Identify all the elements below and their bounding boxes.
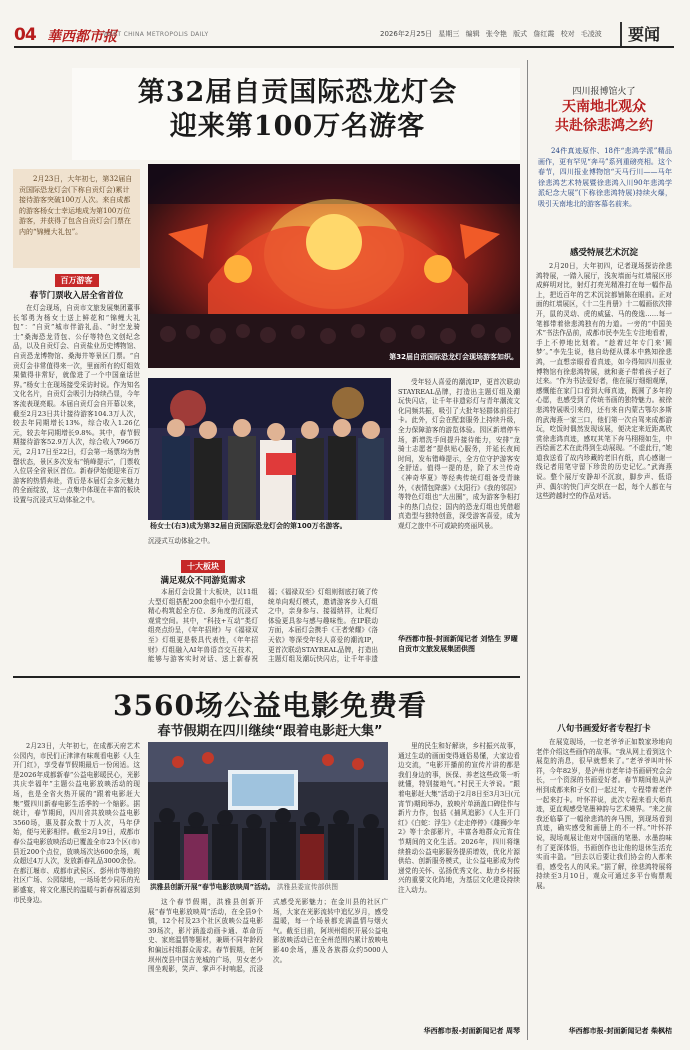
story1-headline-line2: 迎来第100万名游客 <box>169 111 426 142</box>
side-subhead-2: 八旬书画爱好者专程打卡 <box>557 724 651 734</box>
visitor-photo <box>148 378 391 520</box>
story1-byline: 华西都市报-封面新闻记者 刘恪生 罗曜 自贡市文旅发展集团供图 <box>398 635 518 653</box>
photo3-caption: 洪雅县创新开展“春节电影放映周”活动。 <box>150 883 275 891</box>
story1-lead: 2月23日，大年初七，第32届自贡国际恐龙灯会(下称自贡灯会)累计接待游客突破100万人次。来自成都的游客杨女士幸运地成为第100万位游客，并获得了包含自贡灯会门票在内的“锦鲤大礼包”。 <box>13 169 140 268</box>
side-body-1: 2月20日，大年初四，记者现场探访徐悲鸿特展，一踏入展厅，浅灰墙面与红墙展区形成鲜明对比，射灯打亮光精准打在每一幅作品上，把近百年的艺术沉淀都铺陈在眼前。正对面的红墙展区，《十二生肖册》十二幅画依次排开，鼠的灵动、虎的威猛、马的俊逸……每一笔都带着徐悲鸿独有的力道。一旁的“中国美术”书法作品前，成都市民李先生专注地看着，手上不停地比划着。“趁着过年专门来‘圆梦’。”李先生说，他自幼便从课本中熟知徐悲鸿，一直想亲眼看看真迹，如今得知四川报业博物馆有徐悲鸿特展，就和妻子带着孩子赶了过来。“作为书法爱好者，他在展厅细细观摩，感慨能在家门口看到大师真迹，既圆了多年的心愿，也感受到了传统书画的独特魅力。被徐悲鸿特展吸引来的，还有来自内蒙古鄂尔多斯的武海燕一家三口，他们第一次自驾来成都游玩，吃饭时偶然发现该展，便决定来近距离欣赏徐悲鸿真迹，感叹其笔下奔马栩栩如生，中西绘画艺术在此得到生动展现。“不虚此行，”她道我送看了故内珍藏的老旧有纸，真心感谢一线记者用笔守留下珍贵的历史记忆。”武海燕说。整个展厅安静却不沉寂，脚步声、低语声、偶尔的快门声交织在一起，每个人都在与这些跨越时空的作品对话。 <box>536 262 672 501</box>
header-rule <box>14 46 674 48</box>
side-headline-line2: 共赴徐悲鸿之约 <box>555 118 653 134</box>
story1-headline-line1: 第32届自贡国际恐龙灯会 <box>137 77 458 108</box>
issue-meta <box>380 29 602 39</box>
column-divider <box>527 60 528 1040</box>
designer: 版式 詹红霞 <box>513 30 555 38</box>
story1-body-col4: 受年轻人喜爱的潮流IP，更首次联动STAYREAL品牌，打造出主题灯组及潮玩快闪店，让千年非遗彩灯与青年潮流文化同频共振，吸引了大批年轻群体前往打卡。此外，灯会在配套服务上持续升级，全力保障游客的游览体验。园区新增停车场，新增洗手间提升接待能力，安排“龙骑士志愿者”提供贴心服务，并延长夜间时间，发布错峰提示，全方位守护游客安全舒适。值得一提的是，除了木兰传奇《神奇华夏》等经典传统灯组备受青睐外，《表情包降落》《太阳行》《我的邻居》等特色灯组也“大出圈”，成为游客争相打卡的热门点位；国内的恐龙灯组也凭借超真造型与独特创意，深受游客喜爱，成为观灯之旅中不可或缺的亮丽风景。 <box>398 378 520 530</box>
story2-col3: 里的民生和好解读，乡村振兴故事，通过生动的画面变得通俗易懂，大家边看边交流，“电影开播前的宣传片讲的都是我们身边的事，医保、养老这些政策一听就懂，特别接地气。”村民王大爷说。“跟着电影赶大集”活动于2月8日至3月3日(元宵节)期间举办，放映片单涵盖口碑佳作与新片力作，包括《捕风追影》《人生开门红》《白蛇：浮生》《走走停停》《雄狮少年2》等十余部影片，丰富各地群众元宵佳节期间的文化生活。2026年，四川将继续推动公益电影服务提质增效，优化片源供给、创新服务模式，让公益电影成为传递党的关怀、弘扬优秀文化、助力乡村振兴的重要文化阵地，为基层文化建设持续注入动力。 <box>398 742 520 894</box>
photo3-caption-wrap <box>150 882 388 892</box>
paper-logo: 華西都市报 <box>47 29 117 45</box>
side-headline-line1: 天南地北观众 <box>562 99 646 115</box>
side-subhead-1: 感受特展艺术沉淀 <box>569 248 638 258</box>
story1-badge1-wrap <box>13 274 140 287</box>
story-separator <box>13 676 520 678</box>
story2-byline: 华西都市报-封面新闻记者 周琴 <box>423 1027 520 1035</box>
proofreader: 校对 毛凌波 <box>560 30 602 38</box>
section-tag: 要闻 <box>620 22 670 46</box>
story1-headline <box>75 76 520 144</box>
outdoor-cinema-photo <box>148 742 388 880</box>
page-number: 04 <box>14 25 36 45</box>
story1-body-col1: 在灯会现场，自贡市文旅发展集团董事长邹勇为杨女士送上鲜花和“锦鲤大礼包”：“自贡”城市伴游礼品、“时空龙骑士”桑海恐龙背包、公仔等特色文创纪念品，以及自贡灯会、自贡盐业历史博物馆、自贡恐龙博物馆、桑海井等景区门票。“自贡灯会非常值得来一次，里面所有的灯组效果做得非常好，就像进了一个中国童话世界。”杨女士在现场接受采访时说。作为知名文化名片，自贡灯会吸引力持续凸显，今年客流表现亮眼。本届自贡灯会自开幕以来，截至2月23日共计接待游客104.3万人次，较去年同期增长13%，综合收入1.26亿元，较去年同期增长9.8%。其中，春节假期接待游客52.9万人次，综合收入7966万元，2月17日至22日，灯会第一场票均为售罄状态，景区多次发布“销峰提示”，门票收入位居全省景区首位。新春伊始便迎来百万游客的热情奔赴，背后是本届灯会多元魅力的全面绽放，这一点集中体现在丰富的板块设置与沉浸式互动体验之中。 <box>13 304 140 504</box>
side-byline: 华西都市报-封面新闻记者 柴枫桔 <box>568 1027 672 1035</box>
story1-badge-2: 十大板块 <box>181 560 225 573</box>
photo1-caption: 第32届自贡国际恐龙灯会现场游客如织。 <box>389 353 518 361</box>
story2-col2: 这个春节假期，洪雅县创新开展“春节电影放映周”活动，在全县9个镇，12个村及23个社区放映公益电影39场次，影片涵盖动画卡通、革命历史、家庭温情等题材，兼顾不同年龄段和偏远村组群众需求。春节假期，在阿坝州茂县中国古羌城的广场，男女老少围坐观影，笑声、掌声不时响起，沉浸式感受光影魅力；在金川县的社区广场，大家在光影流转中追忆岁月，感受温暖，每一个场景都充满温情与烟火气。截至目前，阿坝州组织开展公益电影放映活动已在全州范围内累计放映电影40余场，惠及各族群众约5000人次。 <box>148 898 388 974</box>
side-kicker: 四川报博馆火了 <box>572 87 636 97</box>
side-lead: 24件真迹原作、18件“悲鸿学派”精品画作，更有罕见“奔马”系列重磅亮相。这个春节，四川报业博物馆“天马行川——马年徐悲鸿艺术特展暨徐悲鸿入川90年悲鸿学派纪念大展”(下称徐悲鸿特展)持续火爆，吸引天南地北的游客慕名前来。 <box>538 147 672 208</box>
story1-body-col2: 本届灯会设置十大板块，以11组大型灯组搭配200余组中小型灯组，精心构筑起全方位、多角度的沉浸式观赏空间。其中，“科技+互动”类灯组亮点纷呈，《年年招财》与《福禄双至》灯组更是极具代表性，《年年招财》灯组融入AI年兽语音交互技术，能够与游客实时对话、送上新春祝福；《福禄双至》灯组则彻底打破了传统单向观灯模式，邀请游客步入灯组之中，亲身参与、接福纳祥，让观灯体验更具参与感与趣味性。在IP联动方面，本届灯会携手《王者荣耀》《洛天依》等深受年轻人喜爱的潮流IP，更首次联动STAYREAL品牌，打造出主题灯组及潮玩快闪店，让千年非遗 <box>148 588 378 664</box>
story1-subhead-2: 满足观众不同游览需求 <box>160 576 246 586</box>
story1-subhead-1: 春节门票收入居全省首位 <box>29 291 124 301</box>
lantern-festival-photo <box>148 164 520 368</box>
story1-badge-1: 百万游客 <box>55 274 99 287</box>
issue-date: 2026年2月25日 星期三 <box>380 30 460 38</box>
side-body-2: 在展览现场，一位老爷爷正如数家珍地向老伴介绍这些画作的故事。“我从网上看到这个展览的消息，很早就想来了。”老爷爷叫叶怀祥，今年82岁，是泸州市老年诗书画研究会会长，一个资深的书画爱好者。春节期间他从泸州到成都来和子女们一起过年，专程带着老伴一起来打卡。叶怀祥说，此次专程来看大师真迹，更直观感受笔墨神韵与艺术境界。“来之前我还临摹了一幅徐悲鸿的奔马图，到现场看到真迹，确实感受和画册上的不一样。”叶怀祥说，现场观展让他对中国画的笔墨、水墨韵味有了更深体悟，书画创作也让他的退休生活充实而丰盈。“回去以后要让我们协会的人都来看，感受名人的风采。”据了解，徐悲鸿特展将持续至3月10日，观众可通过多平台购票观展。 <box>536 738 672 890</box>
story1-body-col2-top: 沉浸式互动体验之中。 <box>148 537 214 545</box>
photo3-credit: 洪雅县委宣传部供图 <box>276 883 339 891</box>
story2-headline: 3560场公益电影免费看 <box>113 689 427 722</box>
story2-col1: 2月23日，大年初七，在成都天府艺术公园内，市民们正津津有味观看电影《人生开门红》，享受春节假期最后一份闲适。这是2026年成都新春“公益电影暖民心，光影共庆幸福年”主题公益电影放映活动的现场，也是全省火热开展的“跟着电影赶大集”暨四川新春电影生活季的一个缩影。据统计，春节期间，四川省共放映公益电影3560场，惠及群众数十万人次，马年伊始，便与光影相伴。截至2月19日，成都市春公益电影放映活动已覆盖全市23个区(市)县近200个点位，放映场次达600余场，观众超过4万人次，发放新春礼品3000余份。在都江堰市、成都市武侯区、彭州市等地的社区广场、公园绿地，一场场老少同乐的光影盛宴，将文化惠民的温暖与新春祝福送到市民身边。 <box>13 742 140 904</box>
story2-subhead: 春节假期在四川继续“跟着电影赶大集” <box>157 724 383 739</box>
editor: 编辑 张令艳 <box>465 30 507 38</box>
paper-en-name: WEST CHINA METROPOLIS DAILY <box>103 31 209 38</box>
story1-badge2-wrap <box>148 560 258 573</box>
photo2-caption: 杨女士(右3)成为第32届自贡国际恐龙灯会的第100万名游客。 <box>150 522 347 530</box>
side-headline <box>534 98 674 136</box>
